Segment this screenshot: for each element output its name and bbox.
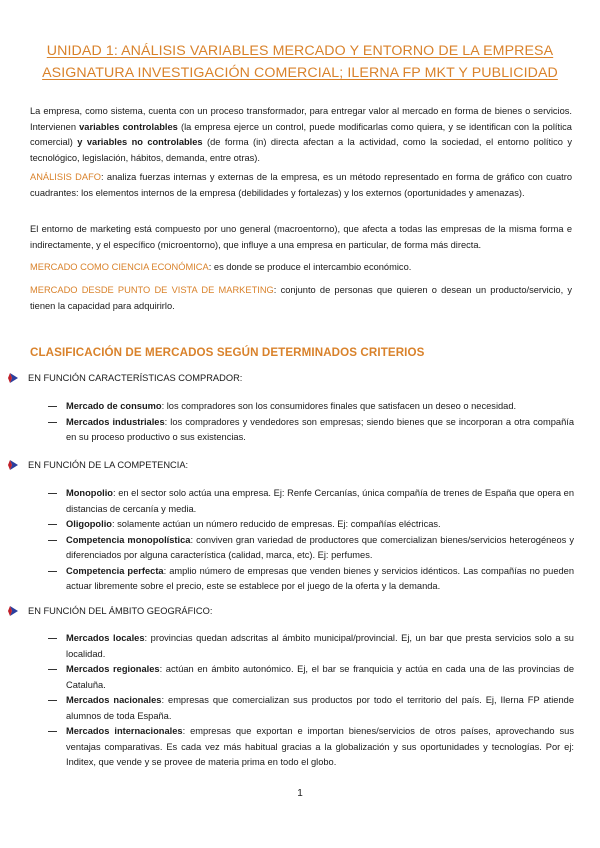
dash-icon xyxy=(48,540,57,541)
header-title: UNIDAD 1: ANÁLISIS VARIABLES MERCADO Y ENTORNO DE LA EMPRESA xyxy=(46,43,554,59)
dafo-term: ANÁLISIS DAFO xyxy=(30,172,101,182)
criterion-list xyxy=(48,631,574,771)
non-controllable-variables: y variables no controlables xyxy=(77,137,203,147)
list-item: Mercados nacionales: empresas que comercializan sus productos por todo el territorio del país. Ej, Ilerna FP atiende alumnos de toda España. xyxy=(48,693,574,724)
list-item: Mercado de consumo: los compradores son los consumidores finales que satisfacen un deseo o necesidad. xyxy=(48,399,574,415)
market-economic-paragraph: MERCADO COMO CIENCIA ECONÓMICA: es donde se produce el intercambio económico. xyxy=(30,262,412,272)
dash-icon xyxy=(48,422,57,423)
dash-icon xyxy=(48,669,57,670)
intro-paragraph: La empresa, como sistema, cuenta con un proceso transformador, para entregar valor al mercado en forma de bienes o servicios. Intervienen variables controlables (la empresa ejerce un control, puede modificarlas como quiera, y se identifican con la política comercial) y variables no controlables (de forma (in) directa afectan a la actividad, como la sociedad, el entorno político y tecnológico, legislación, hábitos, demanda, entre otras). xyxy=(30,106,572,163)
document-header xyxy=(40,40,560,84)
arrow-bullet-icon xyxy=(8,459,20,471)
list-item: Competencia perfecta: amplio número de empresas que venden bienes y servicios idénticos. Las compañías no pueden actuar libremente sobre el precio, este se establece por el juego de la oferta y la demanda. xyxy=(48,564,574,595)
list-item: Mercados industriales: los compradores y vendedores son empresas; siendo bienes que se incorporan a otra compañía en su proceso productivo o sus existencias. xyxy=(48,415,574,446)
list-item: Competencia monopolística: conviven gran variedad de productores que comercializan bienes/servicios heterogéneos y diferenciados por alguna característica (calidad, marca, etc). Ej: perfumes. xyxy=(48,533,574,564)
arrow-bullet-icon xyxy=(8,372,20,384)
header-subtitle: ASIGNATURA INVESTIGACIÓN COMERCIAL; ILERNA FP MKT Y PUBLICIDAD xyxy=(42,65,558,81)
list-item: Mercados locales: provincias quedan adscritas al ámbito municipal/provincial. Ej, un bar que presta servicios solo a su localidad. xyxy=(48,631,574,662)
dash-icon xyxy=(48,493,57,494)
section-title: CLASIFICACIÓN DE MERCADOS SEGÚN DETERMINADOS CRITERIOS xyxy=(30,346,425,359)
controllable-variables: variables controlables xyxy=(79,121,178,132)
criterion-list xyxy=(48,399,574,446)
list-item: Mercados regionales: actúan en ámbito autonómico. Ej, el bar se franquicia y actúa en cada una de las provincias de Cataluña. xyxy=(48,662,574,693)
environment-paragraph: El entorno de marketing está compuesto por uno general (macroentorno), que afecta a todas las empresas de la misma forma e indirectamente, y el específico (microentorno), que influye a una empresa en particular, de forma más directa. xyxy=(30,224,572,250)
criterion-heading xyxy=(8,371,242,385)
criterion-heading xyxy=(8,604,212,618)
dash-icon xyxy=(48,406,57,407)
dash-icon xyxy=(48,731,57,732)
criterion-list xyxy=(48,486,574,595)
market-marketing-paragraph: MERCADO DESDE PUNTO DE VISTA DE MARKETING: conjunto de personas que quieren o desean un producto/servicio, y tienen la capacidad para adquirirlo. xyxy=(30,285,572,311)
dash-icon xyxy=(48,524,57,525)
criterion-title: EN FUNCIÓN DE LA COMPETENCIA: xyxy=(28,460,189,470)
dafo-paragraph: ANÁLISIS DAFO: analiza fuerzas internas y externas de la empresa, es un método representado en forma de gráfico con cuatro cuadrantes: los elementos internos de la empresa (debilidades y fortalezas) y los externos (oportunidades y amenazas). xyxy=(30,172,573,198)
list-item: Monopolio: en el sector solo actúa una empresa. Ej: Renfe Cercanías, única compañía de trenes de España que opera en distancias de cercanía y media. xyxy=(48,486,574,517)
dash-icon xyxy=(48,700,57,701)
page-number: 1 xyxy=(297,788,303,799)
criterion-title: EN FUNCIÓN DEL ÁMBITO GEOGRÁFICO: xyxy=(28,606,213,616)
criterion-heading xyxy=(8,458,188,472)
list-item: Mercados internacionales: empresas que exportan e importan bienes/servicios de otros países, aprovechando sus ventajas comparativas. Es cada vez más habitual gracias a la globalización y sus oportunidades y tecnologías. Por ej: Inditex, que vende y se provee de materia prima en todo el globo. xyxy=(48,724,574,771)
list-item: Oligopolio: solamente actúan un número reducido de empresas. Ej: compañías eléctricas. xyxy=(48,517,574,533)
arrow-bullet-icon xyxy=(8,605,20,617)
market-economic-term: MERCADO COMO CIENCIA ECONÓMICA xyxy=(30,262,209,272)
dash-icon xyxy=(48,571,57,572)
market-marketing-term: MERCADO DESDE PUNTO DE VISTA DE MARKETING xyxy=(30,285,274,295)
dash-icon xyxy=(48,638,57,639)
criterion-title: EN FUNCIÓN CARACTERÍSTICAS COMPRADOR: xyxy=(28,373,243,383)
